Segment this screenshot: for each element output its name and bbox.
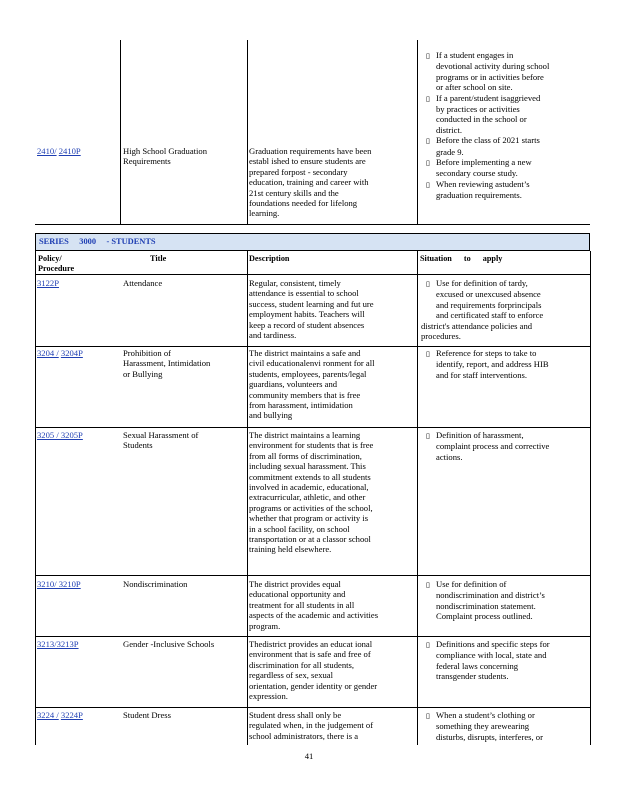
situation-bullet	[426, 639, 588, 682]
table-col-divider-2	[247, 251, 248, 745]
description-line: foundations needed for lifelong	[249, 198, 358, 209]
situation-bullet	[426, 348, 588, 380]
row-rule	[35, 636, 590, 637]
row-rule	[35, 707, 590, 708]
description-line: including sexual harassment. This	[249, 461, 366, 472]
procedure-link[interactable]: 3204P	[60, 348, 83, 358]
situation-bullet-line: ▯ Before implementing a new	[426, 157, 586, 168]
top-row-policy[interactable]	[37, 146, 81, 156]
description-line: from harassment, intimidation	[249, 400, 353, 411]
situation-bullet-line: or after school on site.	[436, 82, 513, 93]
title-line: Nondiscrimination	[123, 579, 188, 589]
description-line: students, employees, parents/legal	[249, 368, 367, 379]
description-line: treatment for all students in all	[249, 599, 355, 610]
situation-bullet-line: secondary course study.	[436, 168, 518, 179]
description-line: orientation, gender identity or gender	[249, 680, 378, 691]
situation-bullet-line: ▯ When a student’s clothing or	[426, 710, 588, 721]
policy-link[interactable]: 3205 / 3205P	[37, 430, 83, 440]
row-rule	[35, 427, 590, 428]
description-line: guardians, volunteers and	[249, 379, 338, 390]
situation-bullet-line: and for staff interventions.	[436, 369, 528, 380]
row-policy[interactable]	[37, 348, 83, 358]
description-line: and bullying	[249, 410, 293, 421]
row-situation	[426, 639, 588, 682]
description-line: The district maintains a learning	[249, 430, 361, 440]
table-border-left	[35, 251, 36, 745]
situation-bullet-line: actions.	[436, 451, 463, 462]
description-line: educational opportunity and	[249, 589, 346, 600]
situation-bullet-line: disturbs, disrupts, interferes, or	[436, 731, 543, 742]
situation-bullet-line: district's attendance policies and	[421, 320, 533, 331]
top-row-description	[249, 146, 415, 219]
description-line: success, student learning and fut ure	[249, 298, 374, 309]
row-title	[123, 710, 245, 720]
title-line: Gender -Inclusive Schools	[123, 639, 215, 649]
header-title: Title	[150, 254, 167, 263]
description-line: transportation or at a classor school	[249, 534, 371, 545]
description-line: attendance is essential to school	[249, 288, 359, 299]
top-row-border-mid	[247, 40, 248, 224]
row-description	[249, 639, 415, 701]
situation-bullet	[426, 157, 586, 179]
description-line: commitment extends to all students	[249, 471, 371, 482]
policy-link[interactable]: 3204 /	[37, 348, 59, 358]
row-situation	[426, 579, 588, 622]
description-line: employment habits. Teachers will	[249, 309, 365, 320]
procedure-link[interactable]: 3224P	[60, 710, 83, 720]
situation-bullet-line: and requirements forprincipals	[436, 299, 542, 310]
series-number: 3000	[79, 237, 97, 246]
description-line: from all forms of discrimination,	[249, 450, 362, 461]
situation-bullet-line: ▯ Use for definition of	[426, 579, 588, 590]
description-line: The district provides equal	[249, 579, 341, 589]
row-policy[interactable]	[37, 430, 83, 440]
row-title	[123, 579, 245, 589]
title-line: Student Dress	[123, 710, 171, 720]
top-row-title: High School Graduation Requirements	[123, 146, 208, 167]
header-description: Description	[249, 254, 290, 263]
row-title	[123, 639, 245, 649]
situation-bullet-line: programs or in activities before	[436, 71, 544, 82]
situation-bullet-line: conducted in the school or	[436, 114, 527, 125]
policy-link[interactable]: 3213/3213P	[37, 639, 79, 649]
policy-link[interactable]: 2410/	[37, 146, 57, 156]
policy-link[interactable]: 3224 /	[37, 710, 59, 720]
row-rule	[35, 575, 590, 576]
situation-bullet-line: ▯ Reference for steps to take to	[426, 348, 588, 359]
title-line: Students	[123, 440, 153, 451]
top-row-border-right	[417, 40, 418, 224]
title-line: Harassment, Intimidation	[123, 358, 211, 369]
title-line: Sexual Harassment of	[123, 430, 199, 440]
situation-bullet-line: ▯ Use for definition of tardy,	[421, 278, 583, 289]
description-line: programs or activities of the school,	[249, 502, 373, 513]
description-line: community members that is free	[249, 389, 361, 400]
description-line: extracurricular, athletic, and other	[249, 492, 366, 503]
series-label: SERIES	[39, 237, 69, 246]
description-line: and tardiness.	[249, 330, 297, 341]
title-line: Attendance	[123, 278, 163, 288]
situation-bullet	[426, 50, 586, 93]
description-line: education, training and career with	[249, 177, 369, 188]
table-border-right	[590, 251, 591, 745]
situation-bullet-line: something they arewearing	[436, 721, 530, 732]
row-policy[interactable]	[37, 579, 81, 589]
situation-bullet	[426, 179, 586, 201]
situation-bullet	[426, 135, 586, 157]
situation-bullet-line: ▯ When reviewing astudent’s	[426, 179, 586, 190]
row-description	[249, 430, 415, 555]
situation-bullet-line: nondiscrimination and district’s	[436, 590, 545, 601]
row-rule	[35, 346, 590, 347]
situation-bullet-line: federal laws concerning	[436, 660, 519, 671]
table-col-divider-3	[417, 251, 418, 745]
situation-bullet-line: identify, report, and address HIB	[436, 359, 549, 370]
situation-bullet	[426, 579, 588, 622]
description-line: Graduation requirements have been	[249, 146, 372, 156]
situation-bullet	[426, 710, 588, 742]
situation-bullet-line: ▯ Definition of harassment,	[426, 430, 588, 441]
description-line: regardless of sex, sexual	[249, 670, 333, 681]
situation-bullet-line: compliance with local, state and	[436, 650, 547, 661]
description-line: discrimination for all students,	[249, 659, 355, 670]
situation-bullet-line: Complaint process outlined.	[436, 611, 533, 622]
description-line: learning.	[249, 208, 280, 219]
situation-bullet-line: devotional activity during school	[436, 61, 550, 72]
procedure-link[interactable]: 2410P	[58, 146, 81, 156]
top-row-border-left	[120, 40, 121, 224]
row-description	[249, 579, 415, 631]
situation-bullet-line: by practices or activities	[436, 104, 520, 115]
top-row-bottom-rule	[35, 224, 590, 225]
row-title	[123, 430, 245, 451]
situation-bullet-line: ▯ Before the class of 2021 starts	[426, 135, 586, 146]
top-row-situation	[426, 50, 586, 201]
series-name: - STUDENTS	[106, 237, 156, 246]
row-policy[interactable]	[37, 710, 83, 720]
description-line: Student dress shall only be	[249, 710, 342, 720]
row-title	[123, 278, 245, 288]
description-line: expression.	[249, 691, 288, 702]
description-line: Regular, consistent, timely	[249, 278, 341, 288]
situation-bullet-line: grade 9.	[436, 146, 464, 157]
situation-bullet-line: procedures.	[421, 331, 461, 342]
situation-bullet-line: district.	[436, 124, 463, 135]
row-title	[123, 348, 245, 379]
description-line: involved in academic, educational,	[249, 482, 369, 493]
description-line: environment for students that is free	[249, 440, 374, 451]
header-policy: Policy/ Procedure	[38, 254, 75, 274]
description-line: training held elsewhere.	[249, 544, 332, 555]
description-line: whether that program or activity is	[249, 513, 369, 524]
situation-bullet-line: ▯ If a student engages in	[426, 50, 586, 61]
situation-bullet-line: ▯ If a parent/student isaggrieved	[426, 93, 586, 104]
series-header	[35, 233, 590, 251]
row-policy[interactable]	[37, 639, 79, 649]
row-description	[249, 278, 415, 340]
row-situation	[426, 348, 588, 380]
description-line: establ ished to ensure students are	[249, 156, 366, 167]
situation-bullet-line: excused or unexcused absence	[436, 289, 541, 300]
situation-bullet-line: ▯ Definitions and specific steps for	[426, 639, 588, 650]
description-line: regulated when, in the judgement of	[249, 720, 374, 731]
policy-link[interactable]: 3210/ 3210P	[37, 579, 81, 589]
situation-bullet	[426, 93, 586, 136]
description-line: in a school facility, on school	[249, 523, 350, 534]
row-situation	[421, 278, 583, 341]
title-line: Prohibition of	[123, 348, 171, 358]
situation-bullet-line: graduation requirements.	[436, 190, 522, 201]
situation-bullet-line: and certificated staff to enforce	[436, 310, 544, 321]
description-line: Thedistrict provides an educat ional	[249, 639, 373, 649]
row-description	[249, 348, 415, 421]
policy-link[interactable]: 3122P	[37, 278, 59, 288]
description-line: environment that is safe and free of	[249, 649, 371, 660]
header-bottom-rule	[35, 274, 590, 275]
description-line: program.	[249, 620, 281, 631]
description-line: prepared forpost - secondary	[249, 166, 348, 177]
title-line: or Bullying	[123, 368, 163, 379]
row-policy[interactable]	[37, 278, 59, 288]
header-situation: Situation to apply	[420, 254, 503, 263]
description-line: aspects of the academic and activities	[249, 610, 379, 621]
description-line: The district maintains a safe and	[249, 348, 361, 358]
row-situation	[426, 430, 588, 462]
situation-bullet-line: transgender students.	[436, 671, 509, 682]
page-number: 41	[304, 751, 314, 761]
description-line: keep a record of student absences	[249, 319, 365, 330]
situation-bullet	[426, 430, 588, 462]
situation-bullet-line: nondiscrimination statement.	[436, 600, 536, 611]
description-line: 21st century skills and the	[249, 187, 339, 198]
description-line: school administrators, there is a	[249, 730, 359, 741]
row-description	[249, 710, 415, 741]
row-situation	[426, 710, 588, 742]
situation-bullet-line: complaint process and corrective	[436, 441, 550, 452]
description-line: civil educationalenvi ronment for all	[249, 358, 375, 369]
situation-bullet	[421, 278, 583, 341]
